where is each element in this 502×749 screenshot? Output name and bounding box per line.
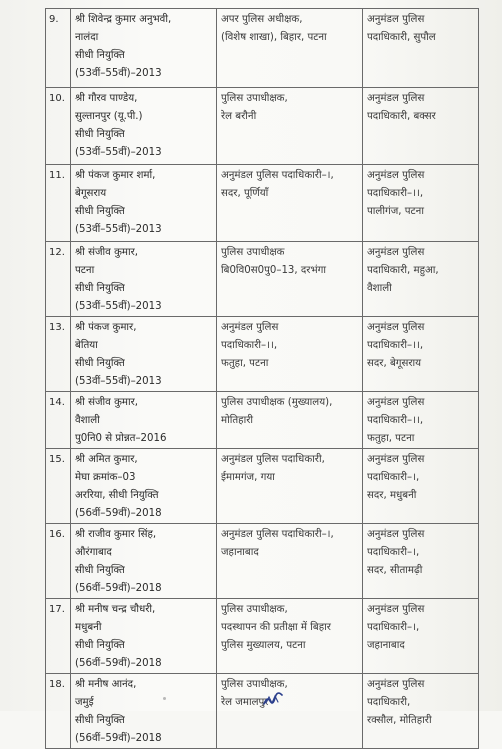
officer-line: मेघा क्रमांक–03 xyxy=(75,472,136,483)
posting-line: सदर, मधुबनी xyxy=(367,490,417,501)
current-posting xyxy=(217,88,363,165)
serial-number: 10. xyxy=(46,88,71,165)
posting-line: सदर, सीतामढ़ी xyxy=(367,565,423,576)
current-line: पुलिस उपाधीक्षक, xyxy=(221,679,288,690)
officer-line: (53वीं–55वीं)–2013 xyxy=(75,376,162,387)
serial-number: 11. xyxy=(46,165,71,242)
officer-line: (56वीं–59वीं)–2018 xyxy=(75,508,162,519)
officer-line: सीधी नियुक्ति xyxy=(75,283,125,294)
current-line: रेल जमालपुर xyxy=(221,697,269,708)
officer-line: (56वीं–59वीं)–2018 xyxy=(75,733,162,744)
officer-line: श्री शिवेन्द्र कुमार अनुभवी, xyxy=(75,14,172,25)
posting-line: अनुमंडल पुलिस xyxy=(367,170,425,181)
table-row xyxy=(46,88,479,165)
table-row xyxy=(46,599,479,674)
officer-line: नालंदा xyxy=(75,32,99,43)
posting-line: अनुमंडल पुलिस xyxy=(367,454,425,465)
officer-line: श्री गौरव पाण्डेय, xyxy=(75,93,138,104)
posting-line: सदर, बेगूसराय xyxy=(367,358,422,369)
current-line: अनुमंडल पुलिस पदाधिकारी–।, xyxy=(221,170,334,181)
officer-line: सीधी नियुक्ति xyxy=(75,50,125,61)
posting-line: पदाधिकारी–।, xyxy=(367,547,420,558)
posting-line: पदाधिकारी–।।, xyxy=(367,415,424,426)
posting-line: अनुमंडल पुलिस xyxy=(367,322,425,333)
officer-line: अररिया, सीधी नियुक्ति xyxy=(75,490,159,501)
officer-line: बेगूसराय xyxy=(75,188,107,199)
current-line: (विशेष शाखा), बिहार, पटना xyxy=(221,32,327,43)
current-line: अनुमंडल पुलिस xyxy=(221,322,279,333)
serial-number: 16. xyxy=(46,524,71,599)
officer-line: सीधी नियुक्ति xyxy=(75,640,125,651)
officer-details xyxy=(71,88,217,165)
posting-line: अनुमंडल पुलिस xyxy=(367,397,425,408)
current-line: बि0वि0स0पु0–13, दरभंगा xyxy=(221,265,327,276)
officer-line: वैशाली xyxy=(75,415,100,426)
current-posting xyxy=(217,9,363,88)
new-posting xyxy=(363,392,479,449)
current-posting xyxy=(217,524,363,599)
officer-details xyxy=(71,242,217,317)
current-line: रेल बरौनी xyxy=(221,111,257,122)
current-line: पदस्थापन की प्रतीक्षा में बिहार xyxy=(221,622,331,633)
current-posting xyxy=(217,392,363,449)
current-line: पदाधिकारी–।।, xyxy=(221,340,278,351)
officer-line: (53वीं–55वीं)–2013 xyxy=(75,301,162,312)
officer-line: (53वीं–55वीं)–2013 xyxy=(75,224,162,235)
posting-line: पदाधिकारी, xyxy=(367,697,411,708)
officer-line: पु0नि0 से प्रोन्नत–2016 xyxy=(75,433,167,444)
table-row xyxy=(46,449,479,524)
current-line: पुलिस उपाधीक्षक, xyxy=(221,93,288,104)
posting-line: अनुमंडल पुलिस xyxy=(367,529,425,540)
current-line: अपर पुलिस अधीक्षक, xyxy=(221,14,303,25)
transfer-posting-table xyxy=(45,8,479,749)
signature-stamp-icon xyxy=(262,692,284,706)
current-line: अनुमंडल पुलिस पदाधिकारी–।, xyxy=(221,529,334,540)
officer-details xyxy=(71,524,217,599)
officer-line: श्री पंकज कुमार शर्मा, xyxy=(75,170,156,181)
serial-number: 15. xyxy=(46,449,71,524)
officer-line: पटना xyxy=(75,265,95,276)
officer-details xyxy=(71,449,217,524)
officer-line: श्री मनीष आनंद, xyxy=(75,679,137,690)
officer-line: (56वीं–59वीं)–2018 xyxy=(75,583,162,594)
current-line: पुलिस मुख्यालय, पटना xyxy=(221,640,306,651)
new-posting xyxy=(363,165,479,242)
new-posting xyxy=(363,88,479,165)
officer-line: सीधी नियुक्ति xyxy=(75,565,125,576)
posting-line: फतुहा, पटना xyxy=(367,433,415,444)
officer-line: सुल्तानपुर (यू.पी.) xyxy=(75,111,143,122)
posting-line: पालीगंज, पटना xyxy=(367,206,424,217)
officer-line: (53वीं–55वीं)–2013 xyxy=(75,68,162,79)
new-posting xyxy=(363,317,479,392)
officer-line: बेतिया xyxy=(75,340,98,351)
posting-line: अनुमंडल पुलिस xyxy=(367,679,425,690)
serial-number: 13. xyxy=(46,317,71,392)
officer-line: सीधी नियुक्ति xyxy=(75,715,125,726)
posting-line: पदाधिकारी–।।, xyxy=(367,340,424,351)
officer-details xyxy=(71,165,217,242)
officer-details xyxy=(71,392,217,449)
officer-details xyxy=(71,599,217,674)
officer-line: श्री संजीव कुमार, xyxy=(75,397,139,408)
posting-line: अनुमंडल पुलिस xyxy=(367,93,425,104)
table-row xyxy=(46,524,479,599)
current-line: जहानाबाद xyxy=(221,547,259,558)
posting-line: पदाधिकारी–।।, xyxy=(367,188,424,199)
officer-line: औरंगाबाद xyxy=(75,547,112,558)
current-posting xyxy=(217,317,363,392)
officer-line: श्री राजीव कुमार सिंह, xyxy=(75,529,157,540)
table-row xyxy=(46,165,479,242)
posting-line: वैशाली xyxy=(367,283,392,294)
current-line: पुलिस उपाधीक्षक, xyxy=(221,604,288,615)
officer-line: (56वीं–59वीं)–2018 xyxy=(75,658,162,669)
officer-line: सीधी नियुक्ति xyxy=(75,129,125,140)
new-posting xyxy=(363,674,479,749)
officer-line: सीधी नियुक्ति xyxy=(75,358,125,369)
officer-line: (53वीं–55वीं)–2013 xyxy=(75,147,162,158)
posting-line: अनुमंडल पुलिस xyxy=(367,247,425,258)
current-posting xyxy=(217,674,363,749)
serial-number: 17. xyxy=(46,599,71,674)
officer-details xyxy=(71,674,217,749)
new-posting xyxy=(363,524,479,599)
table-row xyxy=(46,392,479,449)
serial-number: 14. xyxy=(46,392,71,449)
officer-line: श्री संजीव कुमार, xyxy=(75,247,139,258)
posting-line: पदाधिकारी–।, xyxy=(367,622,420,633)
current-posting xyxy=(217,165,363,242)
new-posting xyxy=(363,242,479,317)
current-line: मोतिहारी xyxy=(221,415,254,426)
officer-details xyxy=(71,317,217,392)
officer-line: श्री अमित कुमार, xyxy=(75,454,138,465)
table-row xyxy=(46,9,479,88)
officer-line: श्री पंकज कुमार, xyxy=(75,322,137,333)
posting-line: पदाधिकारी, बक्सर xyxy=(367,111,436,122)
current-line: अनुमंडल पुलिस पदाधिकारी, xyxy=(221,454,325,465)
posting-line: पदाधिकारी, महुआ, xyxy=(367,265,439,276)
new-posting xyxy=(363,599,479,674)
officer-details xyxy=(71,9,217,88)
table-body xyxy=(46,9,479,749)
table-row xyxy=(46,674,479,749)
new-posting xyxy=(363,9,479,88)
current-posting xyxy=(217,599,363,674)
current-posting xyxy=(217,242,363,317)
table-row xyxy=(46,242,479,317)
posting-line: जहानाबाद xyxy=(367,640,405,651)
table-row xyxy=(46,317,479,392)
current-line: पुलिस उपाधीक्षक xyxy=(221,247,285,258)
scan-speck xyxy=(163,697,166,700)
current-line: सदर, पूर्णियाँ xyxy=(221,188,269,199)
officer-line: मधुबनी xyxy=(75,622,102,633)
posting-line: अनुमंडल पुलिस xyxy=(367,604,425,615)
posting-line: पदाधिकारी–।, xyxy=(367,472,420,483)
officer-line: जमुई xyxy=(75,697,94,708)
current-line: ईमामगंज, गया xyxy=(221,472,275,483)
current-posting xyxy=(217,449,363,524)
serial-number: 18. xyxy=(46,674,71,749)
serial-number: 9. xyxy=(46,9,71,88)
officer-line: श्री मनीष चन्द्र चौधरी, xyxy=(75,604,156,615)
current-line: पुलिस उपाधीक्षक (मुख्यालय), xyxy=(221,397,333,408)
serial-number: 12. xyxy=(46,242,71,317)
current-line: फतुहा, पटना xyxy=(221,358,269,369)
new-posting xyxy=(363,449,479,524)
posting-line: पदाधिकारी, सुपौल xyxy=(367,32,436,43)
posting-line: रक्सौल, मोतिहारी xyxy=(367,715,432,726)
officer-line: सीधी नियुक्ति xyxy=(75,206,125,217)
posting-line: अनुमंडल पुलिस xyxy=(367,14,425,25)
